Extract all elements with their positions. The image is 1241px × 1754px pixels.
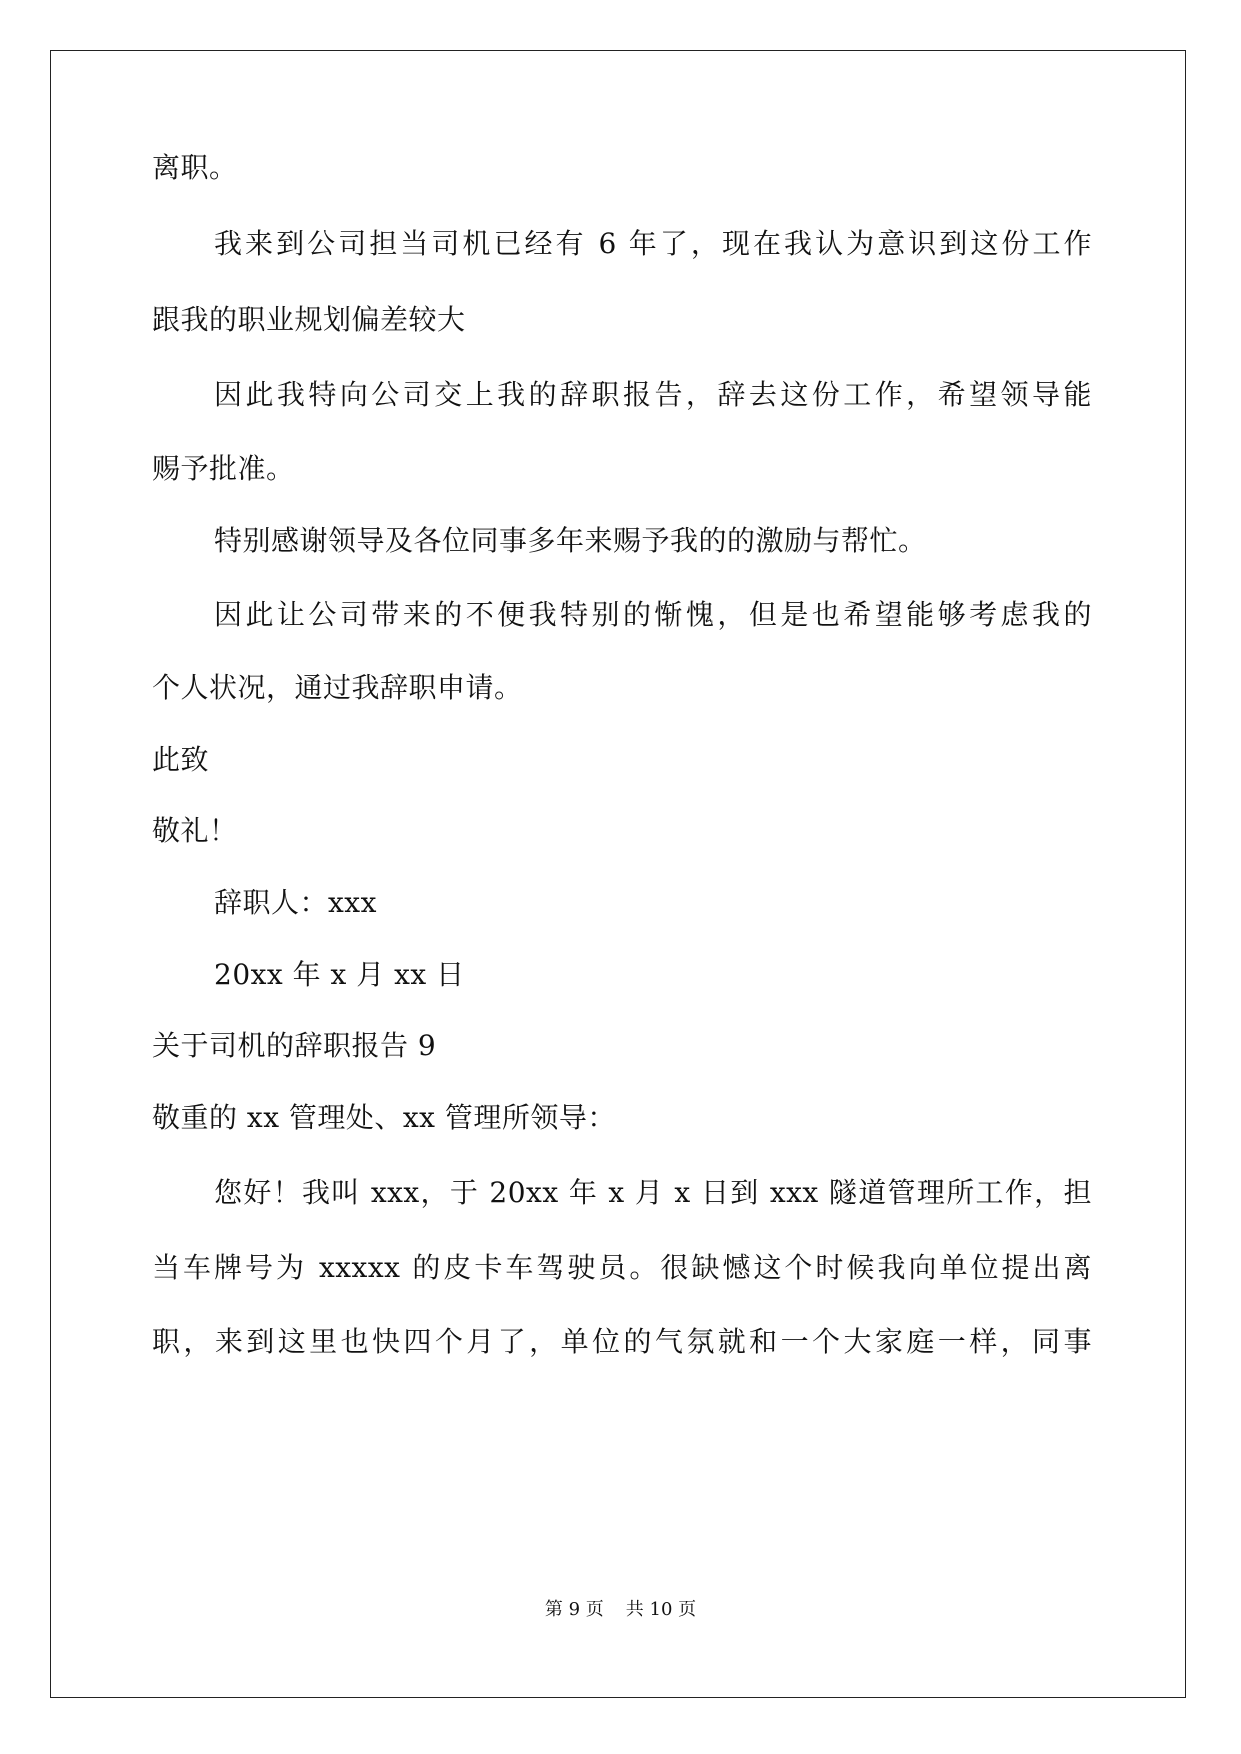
page-total: 共 10 页 xyxy=(625,1599,697,1620)
text-line: 个人状况，通过我辞职申请。 xyxy=(152,671,523,704)
page-frame xyxy=(50,50,1186,1698)
text-line: 我来到公司担当司机已经有 6 年了，现在我认为意识到这份工作 xyxy=(214,227,1092,260)
text-line: 因此我特向公司交上我的辞职报告，辞去这份工作，希望领导能 xyxy=(214,378,1092,411)
text-line: 职，来到这里也快四个月了，单位的气氛就和一个大家庭一样，同事 xyxy=(152,1325,1092,1358)
text-line: 特别感谢领导及各位同事多年来赐予我的的激励与帮忙。 xyxy=(214,524,927,557)
section-title: 关于司机的辞职报告 9 xyxy=(152,1029,437,1062)
date-line: 20xx 年 x 月 xx 日 xyxy=(214,958,465,991)
salutation-line: 敬礼！ xyxy=(152,814,238,847)
text-line: 当车牌号为 xxxxx 的皮卡车驾驶员。很缺憾这个时候我向单位提出离 xyxy=(152,1251,1092,1284)
text-line: 您好！我叫 xxx，于 20xx 年 x 月 x 日到 xxx 隧道管理所工作，担 xyxy=(214,1176,1092,1209)
page-number: 第 9 页 xyxy=(544,1599,604,1620)
text-line: 因此让公司带来的不便我特别的惭愧，但是也希望能够考虑我的 xyxy=(214,598,1092,631)
text-line: 离职。 xyxy=(152,151,238,184)
salutation-line: 此致 xyxy=(152,743,210,776)
text-line: 赐予批准。 xyxy=(152,452,295,485)
addressee-line: 敬重的 xx 管理处、xx 管理所领导： xyxy=(152,1101,616,1134)
signer-line: 辞职人：xxx xyxy=(214,886,377,919)
page-footer xyxy=(0,1598,1241,1622)
text-line: 跟我的职业规划偏差较大 xyxy=(152,303,466,336)
